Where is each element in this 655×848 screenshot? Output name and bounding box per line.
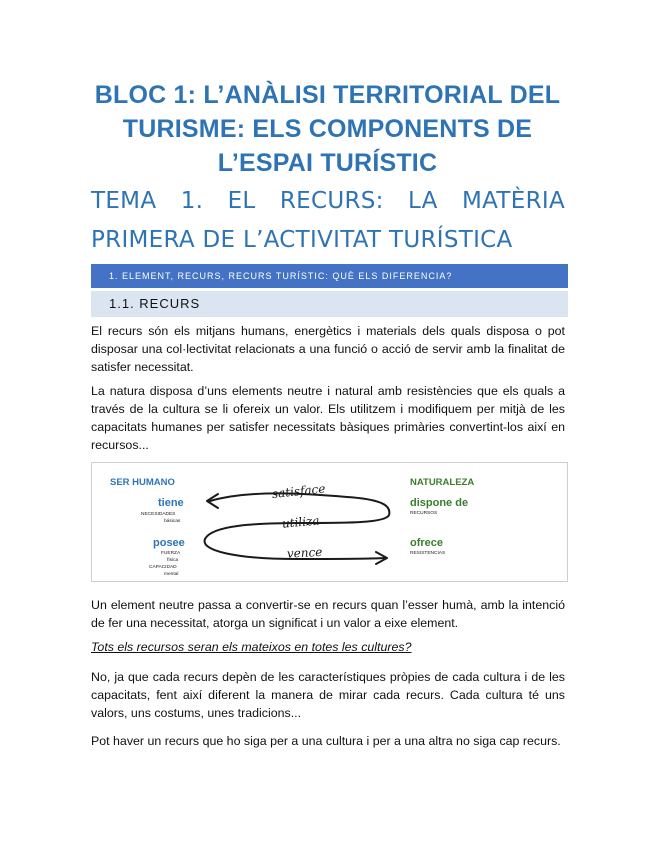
bloc-title-line-2: TURISME: ELS COMPONENTS DE [122, 115, 533, 143]
label-capacidad: CAPACIDAD [149, 565, 177, 570]
section-heading-1-1: 1.1. RECURS [91, 291, 568, 317]
diagram-graphic [92, 463, 567, 581]
paragraph-nature: La natura disposa d’uns elements neutre i natural amb resistències que els quals a través de la cultura se li ofereix un valor. Els utilitzem i modifiquem per mitjà de les capacitats humanes per satisfer necessitats bàsiques primàries convertint-los així en recursos... [91, 384, 565, 452]
bloc-title [60, 78, 595, 180]
resource-diagram [91, 462, 568, 582]
label-naturaleza: NATURALEZA [410, 477, 475, 488]
label-fuerza: FUERZA [161, 551, 181, 556]
paragraph-definition: El recurs són els mitjans humans, energètics i materials dels quals disposa o pot disposar una col·lectivitat relacionats a una funció o acció de servir amb la finalitat de satisfer necessitat. [91, 324, 565, 374]
verb-vence: vence [286, 544, 323, 561]
paragraph-neutral-element: Un element neutre passa a convertir-se en recurs quan l’esser humà, amb la intenció de fer una necessitat, atorga un significat i un valor a eixe element. [91, 598, 565, 630]
tema-subtitle: TEMA 1. EL RECURS: LA MATÈRIA PRIMERA DE L’ACTIVITAT TURÍSTICA [91, 188, 565, 253]
bloc-title-line-1: BLOC 1: L’ANÀLISI TERRITORIAL DEL [94, 81, 561, 109]
bloc-title-line-3: L’ESPAI TURÍSTIC [217, 149, 438, 177]
label-posee: posee [153, 537, 185, 549]
paragraph-cultures: No, ja que cada recurs depèn de les característiques pròpies de cada cultura i de les capacitats, fent així diferent la manera de mirar cada recurs. Cada cultura té uns valors, uns costums, unes tradicions... [91, 670, 565, 720]
label-necesidades: NECESIDADES [141, 512, 176, 517]
label-fisica: física [167, 558, 179, 563]
question-text: Tots els recursos seran els mateixos en totes les cultures? [91, 640, 412, 654]
verb-satisface: satisface [271, 481, 327, 502]
label-tiene: tiene [158, 497, 184, 509]
label-ofrece: ofrece [410, 537, 444, 549]
label-resistencias: RESISTENCIAS [410, 551, 446, 556]
label-basicas: básicas [164, 519, 181, 524]
section-heading-1: 1. ELEMENT, RECURS, RECURS TURÍSTIC: QUÈ ELS DIFERENCIA? [91, 264, 568, 288]
paragraph-final: Pot haver un recurs que ho siga per a una cultura i per a una altra no siga cap recurs. [91, 734, 561, 748]
label-dispone-de: dispone de [410, 497, 469, 509]
verb-utiliza: utiliza [281, 513, 321, 531]
label-ser-humano: SER HUMANO [110, 477, 175, 488]
label-mental: mental [164, 572, 179, 577]
label-recursos: RECURSOS [410, 511, 438, 516]
